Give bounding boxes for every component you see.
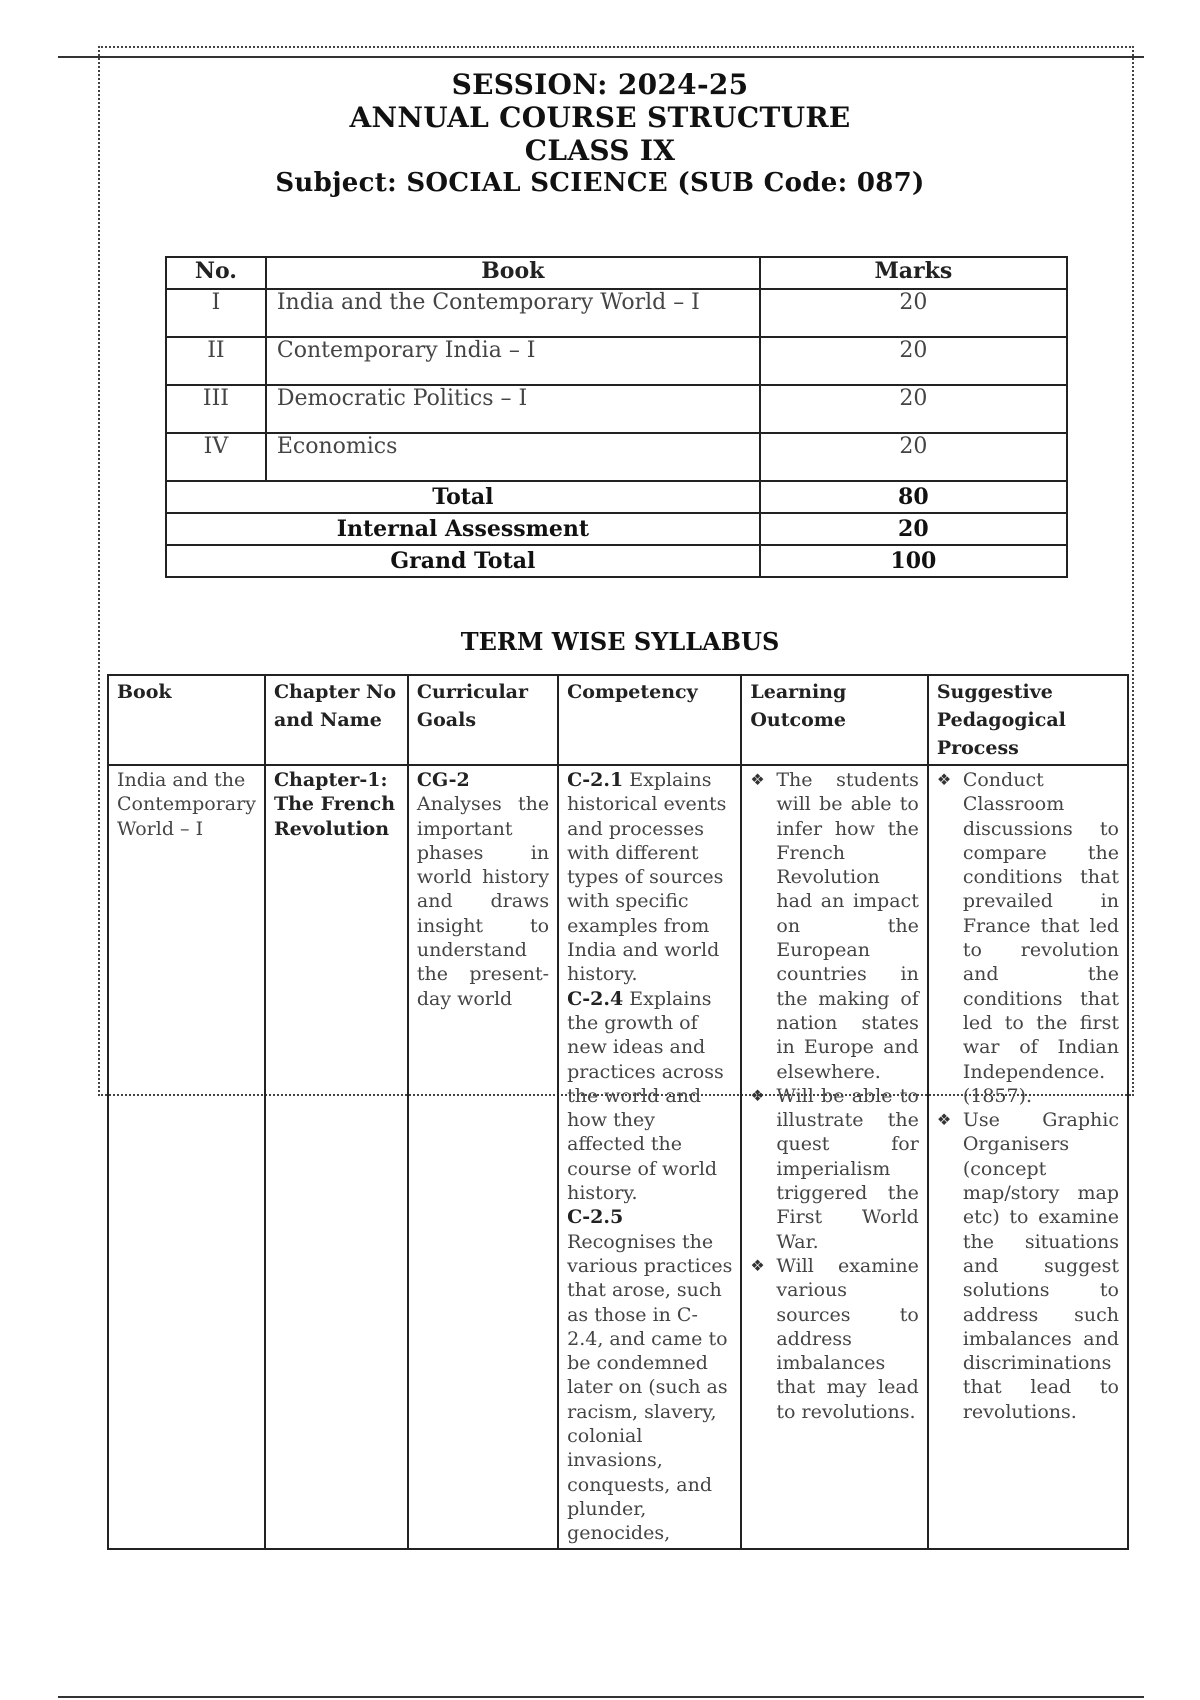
col-no-header: No.	[166, 257, 266, 289]
row-marks: 20	[760, 289, 1067, 337]
row-marks: 20	[760, 433, 1067, 481]
row-marks: 20	[760, 337, 1067, 385]
list-item	[937, 1108, 1119, 1424]
diamond-bullet-icon: ❖	[750, 1255, 765, 1275]
row-no: II	[166, 337, 266, 385]
grand-total-label: Grand Total	[166, 545, 760, 577]
competency-code: C-2.1	[567, 769, 624, 791]
diamond-bullet-icon: ❖	[936, 770, 952, 789]
list-item	[750, 1084, 918, 1254]
grand-total-value: 100	[760, 545, 1067, 577]
book-name: India and the Contemporary World – I	[117, 769, 256, 840]
row-marks: 20	[760, 385, 1067, 433]
table-row	[166, 433, 1067, 481]
outcome-text: Will examine various sources to address imbalances that may lead to revolutions.	[776, 1254, 919, 1423]
row-book: Contemporary India – I	[266, 337, 760, 385]
session-title: SESSION: 2024-25	[451, 68, 749, 101]
list-item	[750, 1254, 918, 1424]
col-outcome-header: Learning Outcome	[741, 675, 927, 765]
course-title: ANNUAL COURSE STRUCTURE	[349, 101, 851, 134]
process-list	[937, 768, 1119, 1424]
total-row	[166, 481, 1067, 513]
competency-item	[567, 768, 732, 987]
diamond-bullet-icon: ❖	[750, 770, 765, 789]
table-row	[108, 765, 1128, 1549]
internal-assessment-value: 20	[760, 513, 1067, 545]
total-value: 80	[760, 481, 1067, 513]
competency-code: C-2.4	[567, 987, 624, 1010]
chapter-number: Chapter-1:	[273, 769, 388, 791]
list-item	[750, 768, 918, 1084]
table-row	[166, 289, 1067, 337]
diamond-bullet-icon: ❖	[750, 1085, 765, 1105]
row-no: IV	[166, 433, 266, 481]
col-competency-header: Competency	[558, 675, 741, 765]
col-book-header: Book	[108, 675, 265, 765]
list-item	[937, 768, 1119, 1108]
term-syllabus-title: TERM WISE SYLLABUS	[460, 627, 780, 656]
class-title: CLASS IX	[524, 134, 676, 167]
row-book: India and the Contemporary World – I	[266, 289, 760, 337]
col-book-header: Book	[266, 257, 760, 289]
row-book: Democratic Politics – I	[266, 385, 760, 433]
marks-header-row	[166, 257, 1067, 289]
chapter-cell	[265, 765, 408, 1549]
bottom-rule	[58, 1696, 1144, 1698]
syllabus-table	[107, 674, 1129, 1550]
marks-table	[165, 256, 1068, 578]
grand-total-row	[166, 545, 1067, 577]
col-process-header: Suggestive Pedagogical Process	[928, 675, 1128, 765]
internal-assessment-row	[166, 513, 1067, 545]
syllabus-header-row	[108, 675, 1128, 765]
process-text: Use Graphic Organisers (concept map/story map etc) to examine the situations and suggest solutions to address such imbalances and discriminations that lead to revolutions.	[962, 1109, 1119, 1423]
chapter-name: The French Revolution	[273, 793, 396, 840]
row-book: Economics	[266, 433, 760, 481]
outcome-list	[750, 768, 918, 1424]
process-text: Conduct Classroom discussions to compare the conditions that prevailed in France that led to revolution and the conditions that led to the first war of Indian Independence. (1857).	[962, 769, 1119, 1107]
competency-code: C-2.5	[567, 1206, 624, 1229]
col-marks-header: Marks	[760, 257, 1067, 289]
book-cell	[108, 765, 265, 1549]
outcome-cell	[741, 765, 927, 1549]
competency-item	[567, 1205, 732, 1545]
col-goals-header: Curricular Goals	[408, 675, 558, 765]
row-no: I	[166, 289, 266, 337]
competency-text: Explains the growth of new ideas and practices across the world and how they affected the course of world history.	[567, 987, 724, 1205]
internal-assessment-label: Internal Assessment	[166, 513, 760, 545]
goal-text: Analyses the important phases in world history and draws insight to understand the present-day world	[416, 793, 550, 1010]
document-header	[0, 68, 1200, 200]
competency-item	[567, 987, 732, 1206]
competency-cell	[558, 765, 741, 1549]
goals-cell	[408, 765, 558, 1549]
goal-code: CG-2	[416, 769, 470, 791]
process-cell	[928, 765, 1128, 1549]
total-label: Total	[166, 481, 760, 513]
outcome-text: The students will be able to infer how the French Revolution had an impact on the European countries in the making of nation states in Europe and elsewhere.	[776, 769, 919, 1083]
outcome-text: Will be able to illustrate the quest for imperialism triggered the First World War.	[776, 1084, 919, 1253]
competency-text: Explains historical events and processes with different types of sources with specific examples from India and world history.	[567, 769, 727, 986]
col-chapter-header: Chapter No and Name	[265, 675, 408, 765]
row-no: III	[166, 385, 266, 433]
diamond-bullet-icon: ❖	[936, 1110, 952, 1130]
subject-title: Subject: SOCIAL SCIENCE (SUB Code: 087)	[275, 168, 925, 198]
table-row	[166, 337, 1067, 385]
table-row	[166, 385, 1067, 433]
competency-text: Recognises the various practices that arose, such as those in C-2.4, and came to be condemned later on (such as racism, slavery, colonial invasions, conquests, and plunder, genocides,	[567, 1230, 733, 1545]
